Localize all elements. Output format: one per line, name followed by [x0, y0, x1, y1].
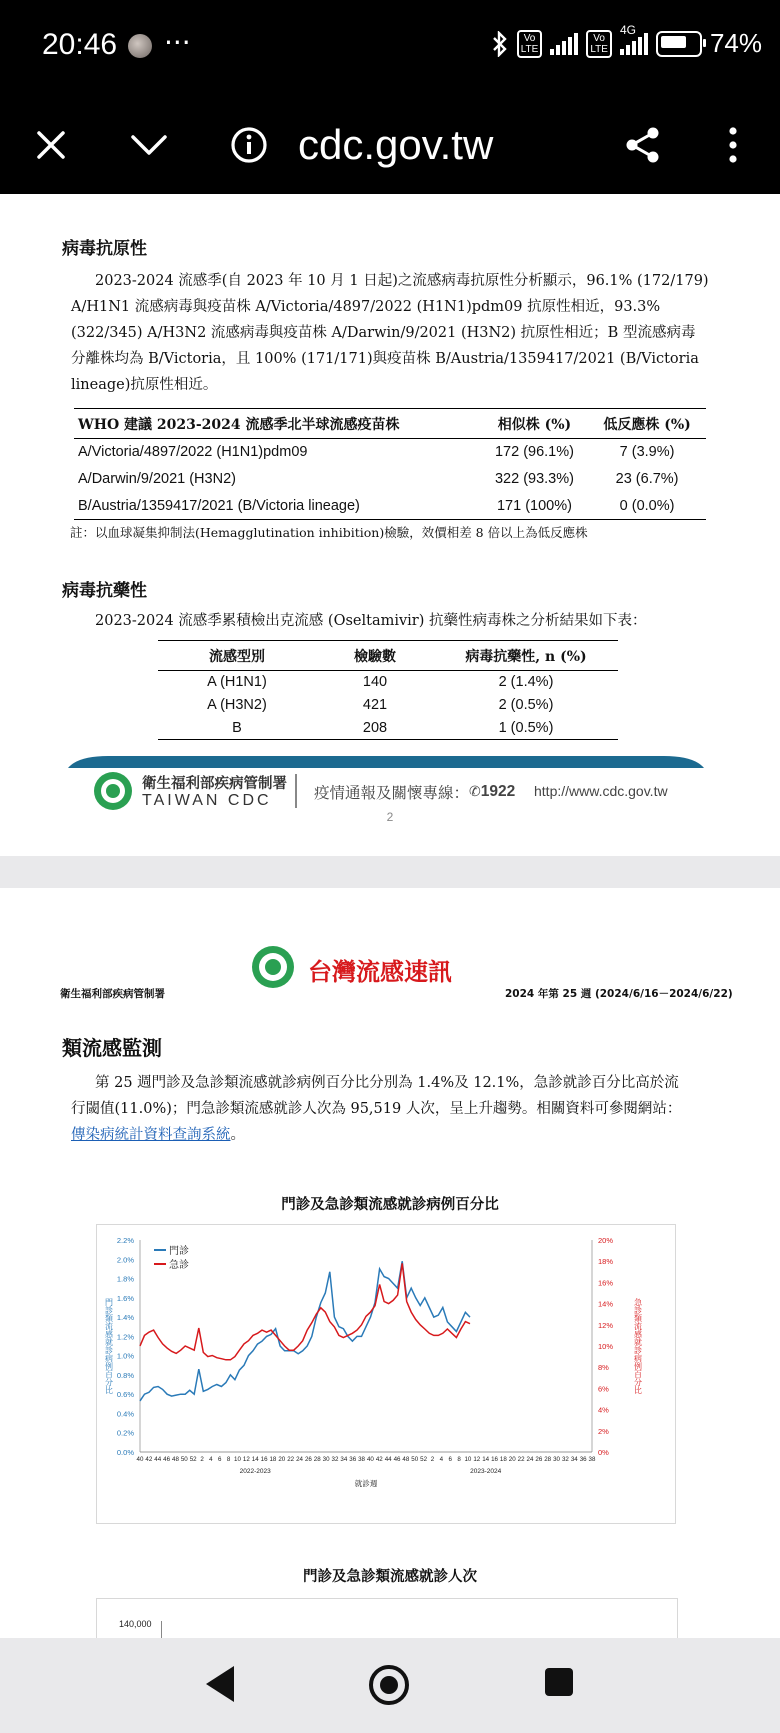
antigen-line-4: 分離株均為 B/Victoria，且 100% (171/171)與疫苗株 B/Austria/1359417/2021 (B/Victoria [71, 351, 699, 367]
table-cell: A (H3N2) [207, 697, 267, 713]
hotline-label: 疫情通報及關懷專線： [314, 784, 470, 802]
x-tick-label: 16 [491, 1456, 498, 1463]
ili-percentage-chart [96, 1224, 676, 1524]
x-tick-label: 20 [508, 1456, 516, 1463]
y2-axis-label: 急診類流感就診病例百分比 [633, 1298, 643, 1394]
legend-label: 門診 [169, 1246, 189, 1257]
x-tick-label: 2 [430, 1456, 435, 1463]
week-label: 2024 年第 25 週 (2024/6/16－2024/6/22) [505, 988, 733, 1000]
y2-tick-label: 6% [598, 1384, 609, 1394]
resistance-heading: 病毒抗藥性 [62, 581, 147, 601]
status-icons [491, 22, 762, 59]
footer-org-en: TAIWAN CDC [142, 792, 272, 809]
table-note: 註：以血球凝集抑制法(Hemagglutination inhibition)檢驗，效價相差 8 倍以上為低反應株 [70, 525, 588, 540]
x-tick-label: 22 [517, 1456, 525, 1463]
season-label: 2022-2023 [239, 1468, 271, 1475]
ili-heading: 類流感監測 [62, 1036, 162, 1060]
close-icon[interactable] [26, 120, 76, 170]
col-header-similar: 相似株 (%) [497, 416, 572, 433]
x-tick-label: 32 [331, 1456, 339, 1463]
system-nav-bar [0, 1638, 780, 1733]
table-header-row [74, 409, 706, 439]
ili-line-2: 行閾值(11.0%)；門急診類流感就診人次為 95,519 人次，呈上升趨勢。相關資料可參閱網站： [71, 1101, 682, 1117]
table-cell: 171 (100%) [496, 497, 572, 514]
x-tick-label: 28 [544, 1456, 552, 1463]
x-tick-label: 10 [464, 1456, 472, 1463]
x-tick-label: 46 [163, 1456, 171, 1463]
signal-icon [550, 33, 578, 55]
y-tick-label: 2.0% [116, 1255, 134, 1265]
table-row [74, 466, 706, 493]
resistance-table [158, 640, 618, 740]
y-axis-label: 門診類流感就診病例百分比 [104, 1298, 114, 1394]
table-cell: 140 [362, 674, 388, 691]
ili-line-1: 第 25 週門診及急診類流感就診病例百分比分別為 1.4%及 12.1%，急診就診百分比高於流 [95, 1075, 679, 1091]
y-tick-label: 0.8% [116, 1370, 134, 1380]
cdc-logo-icon-2 [250, 944, 296, 990]
y2-tick-label: 20% [598, 1236, 614, 1245]
table-cell: 0 (0.0%) [619, 497, 675, 514]
y2-tick-label: 0% [598, 1448, 609, 1457]
y-tick-label: 0.2% [116, 1428, 134, 1438]
table-row [74, 493, 706, 520]
link-suffix: 。 [230, 1127, 245, 1143]
brand-title: 台灣流感速訊 [308, 957, 452, 986]
x-tick-label: 6 [448, 1456, 452, 1463]
x-tick-label: 20 [278, 1456, 286, 1463]
footer-divider [295, 774, 297, 808]
x-tick-label: 48 [402, 1456, 410, 1463]
table-cell: 1 (0.5%) [498, 719, 554, 736]
volte-icon: Vo LTE [517, 30, 543, 58]
y2-tick-label: 10% [598, 1342, 614, 1351]
x-tick-label: 8 [457, 1456, 461, 1463]
x-tick-label: 12 [242, 1456, 250, 1463]
y2-tick-label: 8% [598, 1363, 609, 1373]
network-type: 4G [619, 22, 636, 37]
more-menu-icon[interactable] [708, 120, 758, 170]
antigen-line-2: A/H1N1 流感病毒與疫苗株 A/Victoria/4897/2022 (H1N1)pdm09 抗原性相近，93.3% [71, 299, 661, 315]
more-notifications-icon: ··· [164, 26, 191, 59]
x-tick-label: 12 [473, 1456, 481, 1463]
x-tick-label: 26 [535, 1456, 543, 1463]
y2-tick-label: 12% [598, 1320, 614, 1330]
x-tick-label: 36 [579, 1456, 587, 1463]
browser-toolbar [0, 96, 780, 194]
chart-title: 門診及急診類流感就診病例百分比 [281, 1196, 499, 1213]
signal-4g-icon [619, 22, 648, 55]
x-tick-label: 36 [349, 1456, 357, 1463]
x-tick-label: 40 [136, 1456, 144, 1463]
x-tick-label: 18 [269, 1456, 277, 1463]
table-cell: A/Victoria/4897/2022 (H1N1)pdm09 [78, 444, 308, 461]
table-cell: 421 [362, 697, 388, 713]
table-cell: 2 (0.5%) [498, 697, 554, 713]
x-tick-label: 8 [226, 1456, 231, 1463]
y2-tick-label: 2% [598, 1426, 609, 1436]
col-header-low: 低反應株 (%) [603, 416, 691, 433]
x-tick-label: 50 [411, 1456, 419, 1463]
x-tick-label: 30 [553, 1456, 560, 1463]
x-tick-label: 44 [384, 1456, 392, 1463]
col-header-tested: 檢驗數 [354, 648, 396, 665]
antigen-line-3: (322/345) A/H3N2 流感病毒與疫苗株 A/Darwin/9/2021 (H3N2) 抗原性相近；B 型流感病毒 [71, 325, 696, 341]
x-tick-label: 32 [561, 1456, 569, 1463]
page-number: 2 [386, 810, 394, 824]
volte-icon-2: Vo LTE [586, 30, 612, 58]
resistance-line: 2023-2024 流感季累積檢出克流感 (Oseltamivir) 抗藥性病毒株之分析結果如下表： [95, 613, 647, 629]
recents-icon[interactable] [544, 1667, 574, 1697]
share-icon[interactable] [618, 120, 668, 170]
footer-website[interactable]: http://www.cdc.gov.tw [534, 783, 668, 799]
vaccine-strain-table [74, 408, 706, 520]
x-tick-label: 46 [393, 1456, 401, 1463]
col-header-strain: WHO 建議 2023-2024 流感季北半球流感疫苗株 [78, 416, 400, 433]
y-tick-label: 2.2% [116, 1236, 134, 1245]
x-axis-label: 就診週 [354, 1479, 378, 1488]
x-tick-label: 34 [570, 1456, 578, 1463]
x-tick-label: 42 [145, 1456, 153, 1463]
x-tick-label: 52 [420, 1456, 428, 1463]
x-tick-label: 4 [439, 1456, 444, 1463]
y-tick-label: 0.0% [116, 1448, 134, 1457]
season-label: 2023-2024 [470, 1468, 502, 1475]
battery-percent: 74% [709, 28, 762, 58]
x-tick-label: 30 [322, 1456, 330, 1463]
y-tick-label: 1.8% [116, 1274, 134, 1284]
table-cell: A/Darwin/9/2021 (H3N2) [78, 471, 236, 487]
cdc-logo-icon [92, 770, 134, 812]
table-cell: B/Austria/1359417/2021 (B/Victoria lineage) [78, 497, 360, 514]
x-tick-label: 24 [296, 1456, 303, 1463]
home-icon[interactable] [368, 1664, 410, 1706]
x-tick-label: 50 [180, 1456, 188, 1463]
antigen-heading: 病毒抗原性 [62, 239, 147, 259]
x-tick-label: 40 [366, 1456, 374, 1463]
table-cell: 172 (96.1%) [494, 444, 574, 461]
agency-label: 衛生福利部疾病管制署 [60, 988, 165, 1000]
y-tick-label: 1.4% [116, 1313, 134, 1323]
x-tick-label: 16 [260, 1456, 268, 1463]
table-cell: A (H1N1) [207, 674, 267, 691]
footer-org-cn: 衛生福利部疾病管制署 [142, 776, 287, 792]
table-cell: 322 (93.3%) [494, 471, 574, 487]
x-tick-label: 42 [375, 1456, 383, 1463]
x-tick-label: 52 [189, 1456, 197, 1463]
y-tick-label: 1.2% [116, 1332, 134, 1342]
x-tick-label: 24 [526, 1456, 534, 1463]
y2-tick-label: 16% [598, 1278, 614, 1288]
x-tick-label: 34 [340, 1456, 348, 1463]
table-cell: 23 (6.7%) [615, 471, 679, 487]
x-tick-label: 48 [172, 1456, 179, 1463]
status-bar [0, 0, 780, 96]
x-tick-label: 6 [218, 1456, 222, 1463]
ili-line-3 [71, 1122, 245, 1148]
table-row [158, 671, 618, 694]
footer-band [68, 754, 704, 770]
table-cell: 7 (3.9%) [619, 444, 675, 461]
y-tick-label: 1.0% [116, 1351, 134, 1361]
site-info-icon[interactable] [224, 120, 274, 170]
pdf-page-2 [0, 194, 780, 856]
chart2-ytick: 140,000 [119, 1619, 152, 1629]
x-tick-label: 4 [209, 1456, 213, 1463]
table-row [158, 717, 618, 740]
battery-icon [656, 31, 702, 57]
chart2-title: 門診及急診類流感就診人次 [303, 1568, 477, 1585]
table-row [158, 694, 618, 717]
table-cell: B [232, 719, 242, 736]
hotline-number: 1922 [480, 783, 516, 800]
col-header-type: 流感型別 [209, 648, 265, 665]
table-cell: 208 [362, 719, 388, 736]
back-icon[interactable] [202, 1664, 238, 1704]
bluetooth-icon [491, 31, 509, 57]
clock: 20:46 [42, 28, 118, 61]
x-tick-label: 38 [358, 1456, 366, 1463]
x-tick-label: 44 [154, 1456, 162, 1463]
table-cell: 2 (1.4%) [498, 674, 554, 691]
y-tick-label: 0.6% [116, 1390, 134, 1400]
x-tick-label: 28 [313, 1456, 321, 1463]
col-header-resistance: 病毒抗藥性, n (%) [465, 648, 587, 665]
phone-icon: ✆ [469, 784, 481, 800]
table-header-row [158, 641, 618, 671]
table-row [74, 439, 706, 466]
antigen-line-1: 2023-2024 流感季(自 2023 年 10 月 1 日起)之流感病毒抗原性分析顯示，96.1% (172/179) [95, 273, 709, 289]
y-tick-label: 0.4% [116, 1409, 134, 1419]
chevron-down-icon[interactable] [124, 120, 174, 170]
x-tick-label: 38 [588, 1456, 596, 1463]
x-tick-label: 18 [499, 1456, 507, 1463]
pdf-page-3 [0, 888, 780, 1638]
x-tick-label: 14 [251, 1456, 259, 1463]
x-tick-label: 22 [287, 1456, 295, 1463]
y-tick-label: 1.6% [116, 1293, 134, 1303]
stats-system-link[interactable]: 傳染病統計資料查詢系統 [71, 1127, 231, 1143]
x-tick-label: 14 [482, 1456, 490, 1463]
antigen-line-5: lineage)抗原性相近。 [71, 377, 218, 393]
x-tick-label: 2 [200, 1456, 204, 1463]
y2-tick-label: 14% [598, 1299, 614, 1309]
x-tick-label: 10 [234, 1456, 241, 1463]
footer-hotline [314, 781, 515, 803]
y2-tick-label: 4% [598, 1405, 609, 1415]
x-tick-label: 26 [304, 1456, 312, 1463]
url-text[interactable]: cdc.gov.tw [298, 121, 494, 168]
y2-tick-label: 18% [598, 1257, 614, 1267]
legend-label: 急診 [169, 1260, 189, 1271]
notification-avatar-icon [128, 34, 152, 58]
